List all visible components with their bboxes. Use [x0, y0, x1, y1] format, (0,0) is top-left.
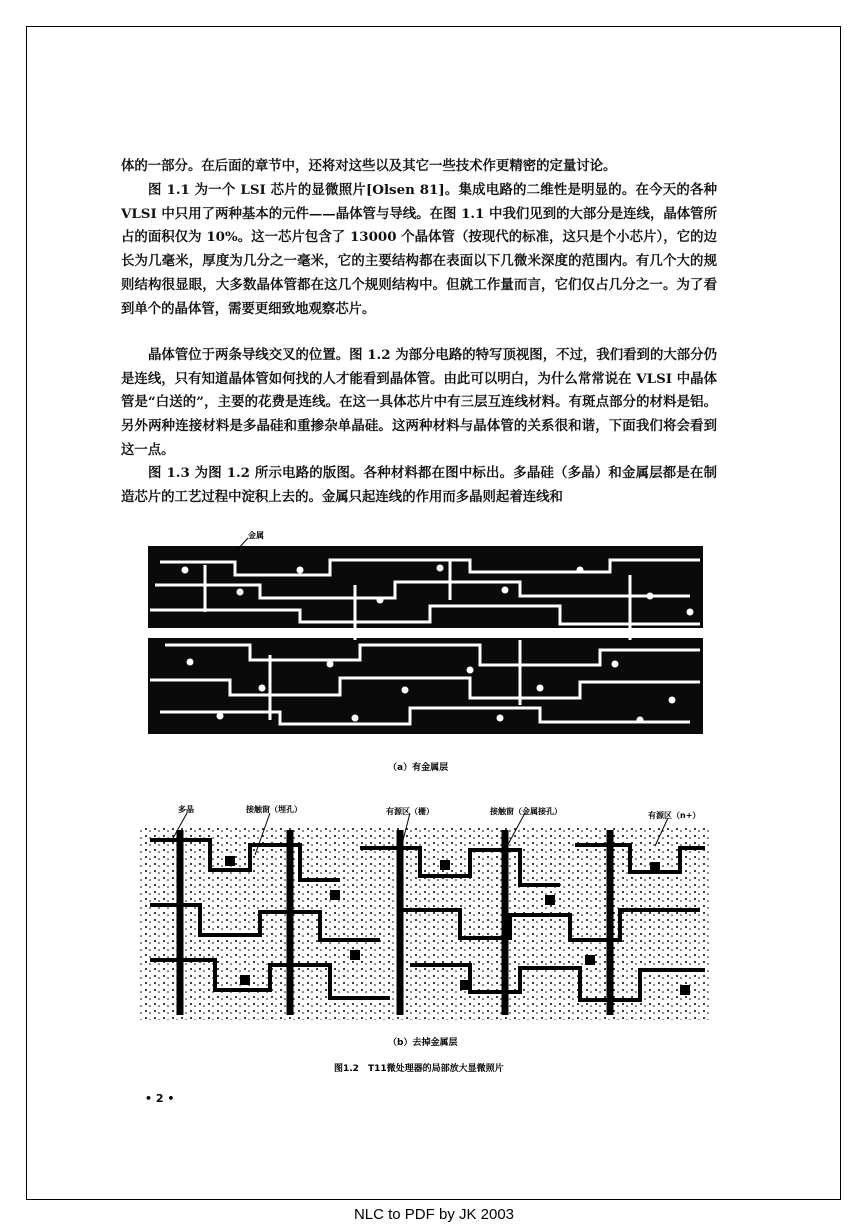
label-contact-metal: 接触窗（金属接孔）	[490, 807, 562, 816]
paragraph-2: 图 1.1 为一个 LSI 芯片的显微照片[Olsen 81]。集成电路的二维性是明显的。在今天的各种 VLSI 中只用了两种基本的元件——晶体管与导线。在图 1.1 中我们见到的大部分是连线，晶体管所占的面积仅为 10%。这一芯片包含了 13000 个晶体管（按现代的标准，这只是个小芯片），它的边长为几毫米，厚度为几分之一毫米，它的主要结构都在表面以下几微米深度的范围内。有几个大的规则结构很显眼，大多数晶体管都在这几个规则结构中。但就工作量而言，它们仅占几分之一。为了看到单个的晶体管，需要更细致地观察芯片。	[121, 182, 717, 317]
figure-a-caption: （a）有金属层	[388, 763, 449, 773]
figure-b-no-metal-image	[140, 813, 712, 1020]
figure-caption: 图1.2 T11微处理器的局部放大显微照片	[334, 1064, 504, 1074]
figure-b-caption: （b）去掉金属层	[388, 1038, 458, 1048]
label-active-n: 有源区（n+）	[648, 811, 701, 820]
page-number: • 2 •	[145, 1092, 175, 1105]
label-metal: 金属	[248, 531, 264, 540]
figure-a-metal-image	[148, 538, 703, 734]
label-contact-buried: 接触窗（埋孔）	[246, 805, 302, 814]
paragraph-1: 体的一部分。在后面的章节中，还将对这些以及其它一些技术作更精密的定量讨论。	[121, 158, 617, 174]
label-poly: 多晶	[178, 805, 194, 814]
footer-text: NLC to PDF by JK 2003	[353, 1206, 515, 1223]
label-active-gate: 有源区（栅）	[386, 807, 434, 816]
paragraph-4: 图 1.3 为图 1.2 所示电路的版图。各种材料都在图中标出。多晶硅（多晶）和金属层都是在制造芯片的工艺过程中淀积上去的。金属只起连线的作用而多晶则起着连线和	[121, 465, 717, 505]
paragraph-3: 晶体管位于两条导线交叉的位置。图 1.2 为部分电路的特写顶视图，不过，我们看到的大部分仍是连线，只有知道晶体管如何找的人才能看到晶体管。由此可以明白，为什么常常说在 VLSI 中晶体管是“白送的”，主要的花费是连线。在这一具体芯片中有三层互连线材料。有斑点部分的材料是铝。另外两种连接材料是多晶硅和重掺杂单晶硅。这两种材料与晶体管的关系很和谐，下面我们将会看到这一点。	[121, 347, 717, 458]
